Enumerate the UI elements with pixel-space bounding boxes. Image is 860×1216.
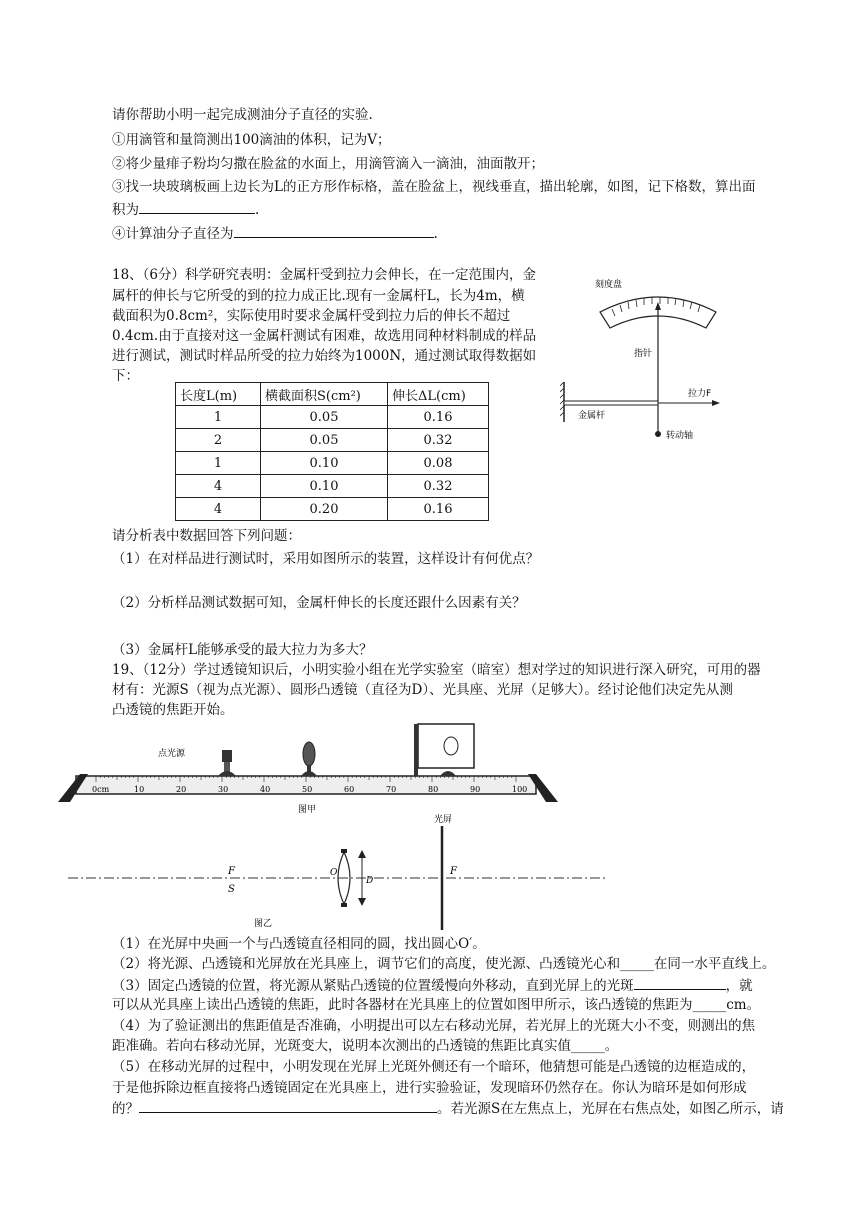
ruler-tick-label: 50 — [302, 785, 313, 794]
ruler-tick-label: 60 — [344, 785, 355, 794]
lens-cap-bottom — [341, 903, 347, 907]
table-cell: 1 — [176, 452, 261, 475]
ruler-tick-label: 70 — [386, 785, 397, 794]
q19-sub-4-cont: 距准确。若向右移动光屏，光斑变大，说明本次测出的凸透镜的焦距比真实值_____。 — [112, 1038, 619, 1054]
diameter-arrow-down-icon — [358, 898, 366, 906]
q19-line-3: 凸透镜的焦距开始。 — [112, 702, 234, 718]
table-row — [176, 498, 489, 521]
q19-line-2: 材有：光源S（视为点光源）、圆形凸透镜（直径为D）、光具座、光屏（足够大）。经讨论他们决定先从测 — [112, 682, 733, 698]
table-cell: 0.05 — [261, 429, 388, 452]
o-label: O — [330, 868, 338, 878]
q19-sub-5-line-3 — [112, 1099, 784, 1118]
force-label: 拉力F — [688, 389, 712, 399]
q18-sub-3: （3）金属杆L能够承受的最大拉力为多大？ — [112, 642, 373, 658]
oil-step-4: ④计算油分子直径为 . — [112, 226, 438, 242]
q18-analysis-prompt: 请分析表中数据回答下列问题： — [112, 528, 301, 544]
oil-step-3-cont: 积为 . — [112, 202, 260, 218]
source-stand — [224, 762, 230, 772]
q19-sub-3-text: （3）固定凸透镜的位置，将光源从紧贴凸透镜的位置缓慢向外移动，直到光屏上的光斑 — [112, 978, 634, 994]
optical-bench-figure — [58, 722, 558, 814]
table-header-row — [176, 383, 489, 406]
pointer-label: 指针 — [634, 349, 653, 359]
ray-diagram-figure — [58, 812, 618, 934]
rod-label: 金属杆 — [578, 411, 606, 421]
table-cell: 0.20 — [261, 498, 388, 521]
oil-step-1: ①用滴管和量筒测出100滴油的体积，记为V； — [112, 132, 391, 148]
diameter-arrow-up-icon — [358, 850, 366, 858]
table-cell: 0.10 — [261, 475, 388, 498]
q18-line-3: 截面积为0.8cm²，实际使用时要求金属杆受到拉力后的伸长不超过 — [112, 308, 511, 324]
source-label: 点光源 — [158, 749, 186, 759]
q18-sub-1: （1）在对样品进行测试时，采用如图所示的装置，这样设计有何优点？ — [112, 551, 540, 567]
table-cell: 4 — [176, 498, 261, 521]
left-focus-label: F — [228, 866, 235, 877]
table-cell: 4 — [176, 475, 261, 498]
q18-line-4: 0.4cm.由于直接对这一金属杆测试有困难，故选用同种材料制成的样品 — [112, 328, 537, 344]
q19-sub-5-question: 的？ — [112, 1101, 139, 1117]
fig-b-caption: 图乙 — [254, 919, 273, 929]
fig-a-caption: 图甲 — [298, 805, 317, 814]
ruler-tick-label: 30 — [218, 785, 229, 794]
screen-frame — [414, 724, 418, 776]
table-cell: 0.32 — [388, 475, 489, 498]
q18-line-1: 18、（6分）科学研究表明：金属杆受到拉力会伸长，在一定范围内，金 — [112, 267, 537, 283]
oil-step-4-text: ④计算油分子直径为 — [112, 226, 234, 242]
d-label: D — [366, 876, 374, 886]
q19-line-1: 19、（12分）学过透镜知识后，小明实验小组在光学实验室（暗室）想对学过的知识进行深入研究，可用的器 — [112, 662, 761, 678]
ruler-tick-label: 90 — [470, 785, 481, 794]
oil-step-3-text: 积为 — [112, 202, 139, 218]
table-cell: 0.32 — [388, 429, 489, 452]
ruler-tick-label: 40 — [260, 785, 271, 794]
pivot-axis-icon — [655, 431, 661, 437]
header-length: 长度L(m) — [176, 383, 261, 406]
q19-sub-4: （4）为了验证测出的焦距值是否准确，小明提出可以左右移动光屏，若光屏上的光斑大小不变，则测出的焦 — [112, 1018, 756, 1034]
q18-line-6: 下： — [112, 368, 139, 384]
table-cell: 2 — [176, 429, 261, 452]
q19-sub-3-cont: 可以从光具座上读出凸透镜的焦距，此时各器材在光具座上的位置如图甲所示，该凸透镜的焦距为_____cm。 — [112, 997, 761, 1013]
oil-step-2: ②将少量痱子粉均匀撒在脸盆的水面上，用滴管滴入一滴油，油面散开； — [112, 156, 544, 172]
table-row — [176, 406, 489, 429]
table-cell: 0.16 — [388, 406, 489, 429]
q18-line-2: 属杆的伸长与它所受的到的拉力成正比.现有一金属杆L，长为4m，横 — [112, 288, 525, 304]
table-cell: 0.16 — [388, 498, 489, 521]
q18-sub-2: （2）分析样品测试数据可知，金属杆伸长的长度还跟什么因素有关？ — [112, 595, 526, 611]
right-focus-label: F — [450, 866, 457, 877]
q19-sub-1: （1）在光屏中央画一个与凸透镜直径相同的圆，找出圆心O′。 — [112, 936, 486, 952]
lens-icon — [303, 742, 315, 766]
tension-apparatus-diagram — [560, 272, 740, 452]
dial-label: 刻度盘 — [595, 280, 623, 290]
ruler-tick-label: 100 — [512, 785, 528, 794]
data-table — [175, 382, 489, 521]
ruler-tick-label: 80 — [428, 785, 439, 794]
q19-sub-5-end: 。若光源S在左焦点上，光屏在右焦点处，如图乙所示，请 — [437, 1101, 784, 1117]
screen-label: 光屏 — [434, 815, 453, 825]
ruler-tick-label: 0cm — [92, 785, 110, 794]
oil-step-3: ③找一块玻璃板画上边长为L的正方形作标格，盖在脸盆上，视线垂直，描出轮廓，如图，记下格数，算出面 — [112, 179, 756, 195]
table-cell: 1 — [176, 406, 261, 429]
source-s-label: S — [228, 884, 235, 895]
table-cell: 0.08 — [388, 452, 489, 475]
q18-line-5: 进行测试，测试时样品所受的拉力始终为1000N，通过测试取得数据如 — [112, 348, 537, 364]
table-cell: 0.05 — [261, 406, 388, 429]
oil-intro: 请你帮助小明一起完成测油分子直径的实验. — [112, 107, 373, 123]
table-row — [176, 475, 489, 498]
q19-sub-3-end: ，就 — [725, 978, 753, 994]
table-row — [176, 452, 489, 475]
light-screen — [418, 724, 474, 768]
point-source-icon — [222, 750, 232, 762]
table-cell: 0.10 — [261, 452, 388, 475]
source-holder — [218, 771, 236, 776]
q19-sub-2: （2）将光源、凸透镜和光屏放在光具座上，调节它们的高度，使光源、凸透镜光心和_____在同一水平直线上。 — [112, 956, 776, 972]
metal-rod — [564, 401, 658, 405]
q19-sub-5-line-2: 于是他拆除边框直接将凸透镜固定在光具座上，进行实验验证，发现暗环仍然存在。你认为暗环是如何形成 — [112, 1080, 747, 1096]
lens-cap-top — [341, 849, 347, 853]
q19-sub-5: （5）在移动光屏的过程中，小明发现在光屏上光斑外侧还有一个暗环，他猜想可能是凸透镜的边框造成的， — [112, 1059, 756, 1075]
header-extension: 伸长ΔL(cm) — [388, 383, 489, 406]
answer-blank-dark-ring[interactable] — [139, 1099, 437, 1113]
answer-blank-area[interactable] — [139, 200, 255, 214]
q19-sub-3 — [112, 976, 753, 995]
table-row — [176, 429, 489, 452]
screen-holder — [440, 771, 456, 776]
axis-label: 转动轴 — [666, 431, 694, 441]
force-arrow-icon — [712, 400, 720, 406]
ruler-tick-label: 20 — [176, 785, 187, 794]
answer-blank-diameter[interactable] — [234, 224, 434, 238]
answer-blank-spot[interactable] — [634, 976, 726, 990]
header-area: 横截面积S(cm²) — [261, 383, 388, 406]
ruler-tick-label: 10 — [134, 785, 145, 794]
lens-holder — [301, 771, 317, 776]
